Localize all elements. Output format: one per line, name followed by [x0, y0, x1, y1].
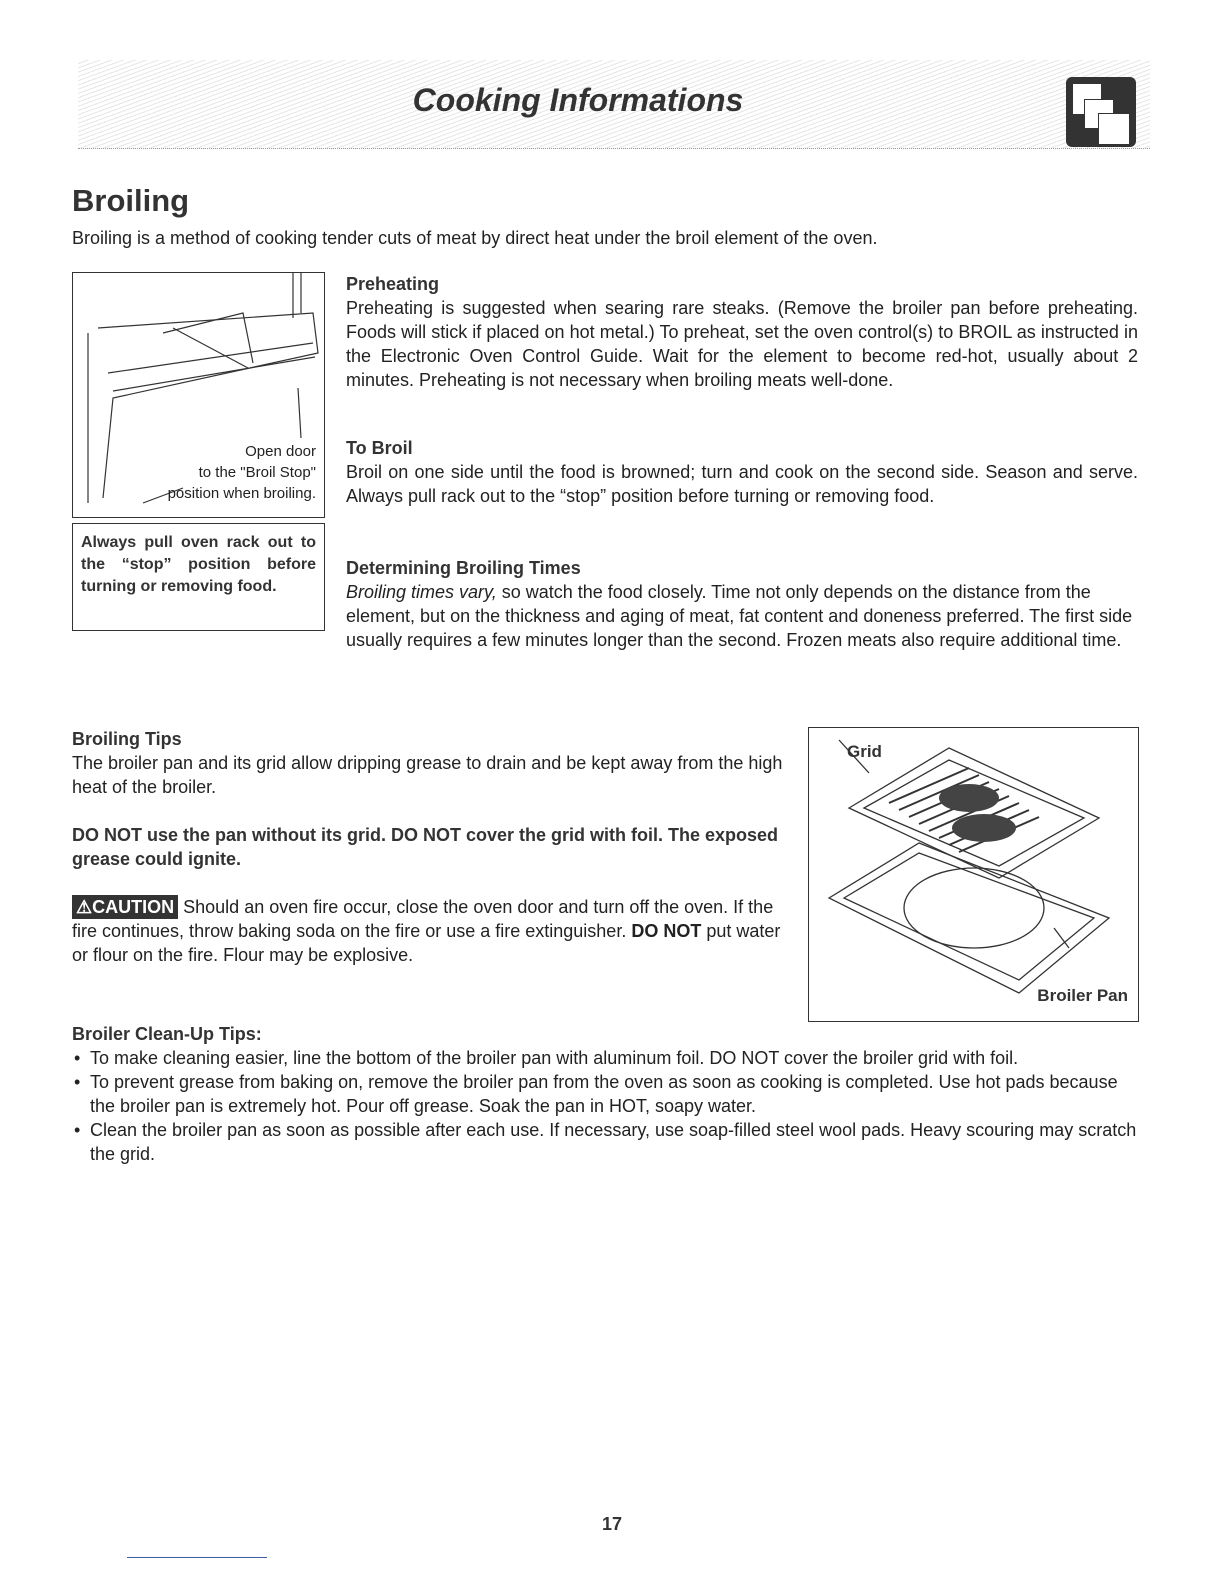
- broiler-pan-illustration: [809, 728, 1138, 1021]
- page-number: 17: [601, 1514, 623, 1534]
- section-intro: Broiling is a method of cooking tender cuts of meat by direct heat under the broil element of the oven.: [72, 228, 878, 248]
- broiler-pan-figure: [808, 727, 1139, 1022]
- documents-icon: [1066, 77, 1136, 147]
- grid-label: Grid: [847, 742, 882, 761]
- to-broil-heading: To Broil: [346, 438, 413, 458]
- preheating-heading: Preheating: [346, 274, 440, 294]
- times-body: so watch the food closely. Time not only depends on the distance from the element, but on the thickness and aging of meat, fat content and doneness preferred. The first side usually requires a few minutes longer than the second. Frozen meats also require additional time.: [346, 582, 1133, 650]
- times-text: [346, 580, 1138, 652]
- caution-text: ⚠CAUTION Should an oven fire occur, close the oven door and turn off the oven. If the fire continues, throw baking soda on the fire or use a fire extinguisher. DO NOT put water or flour on the fire. Flour may be explosive.: [72, 897, 781, 965]
- preheating-text: Preheating is suggested when searing rare steaks. (Remove the broiler pan before preheating. Foods will stick if placed on hot metal.) To preheat, set the oven control(s) to BROIL as instructed in the Electronic Oven Control Guide. Wait for the element to become red-hot, usually about 2 minutes. Preheating is not necessary when broiling meats well-done.: [346, 298, 1138, 390]
- list-item: • To make cleaning easier, line the bottom of the broiler pan with aluminum foil. DO NOT cover the broiler grid with foil.: [90, 1046, 1138, 1070]
- section-title: Broiling: [72, 183, 190, 218]
- oven-door-figure: [72, 272, 325, 518]
- tips-text: The broiler pan and its grid allow dripping grease to drain and be kept away from the high heat of the broiler.: [72, 753, 783, 797]
- door-caption-line: to the "Broil Stop": [198, 464, 316, 481]
- list-item: • To prevent grease from baking on, remove the broiler pan from the oven as soon as cooking is completed. Use hot pads because the broiler pan is extremely hot. Pour off grease. Soak the pan in HOT, soapy water.: [90, 1070, 1138, 1118]
- header-band: [78, 60, 1150, 149]
- times-heading: Determining Broiling Times: [346, 558, 581, 578]
- times-italic: Broiling times vary,: [346, 582, 497, 602]
- door-caption-line: position when broiling.: [167, 485, 316, 502]
- tips-warning: DO NOT use the pan without its grid. DO NOT cover the grid with foil. The exposed grease could ignite.: [72, 825, 779, 869]
- cleanup-heading: Broiler Clean-Up Tips:: [72, 1024, 262, 1044]
- broiler-pan-label: Broiler Pan: [1037, 986, 1128, 1005]
- footer-divider: [127, 1557, 267, 1558]
- caution-badge: ⚠CAUTION: [72, 895, 178, 919]
- cleanup-list: [72, 1046, 1138, 1166]
- rack-note: Always pull oven rack out to the “stop” position before turning or removing food.: [72, 523, 325, 631]
- list-item: • Clean the broiler pan as soon as possible after each use. If necessary, use soap-filled steel wool pads. Heavy scouring may scratch the grid.: [90, 1118, 1138, 1166]
- tips-heading: Broiling Tips: [72, 729, 182, 749]
- header-title: Cooking Informations: [412, 82, 744, 118]
- to-broil-text: Broil on one side until the food is browned; turn and cook on the second side. Season and serve. Always pull rack out to the “stop” position before turning or removing food.: [346, 462, 1138, 506]
- door-caption-line: Open door: [245, 443, 316, 460]
